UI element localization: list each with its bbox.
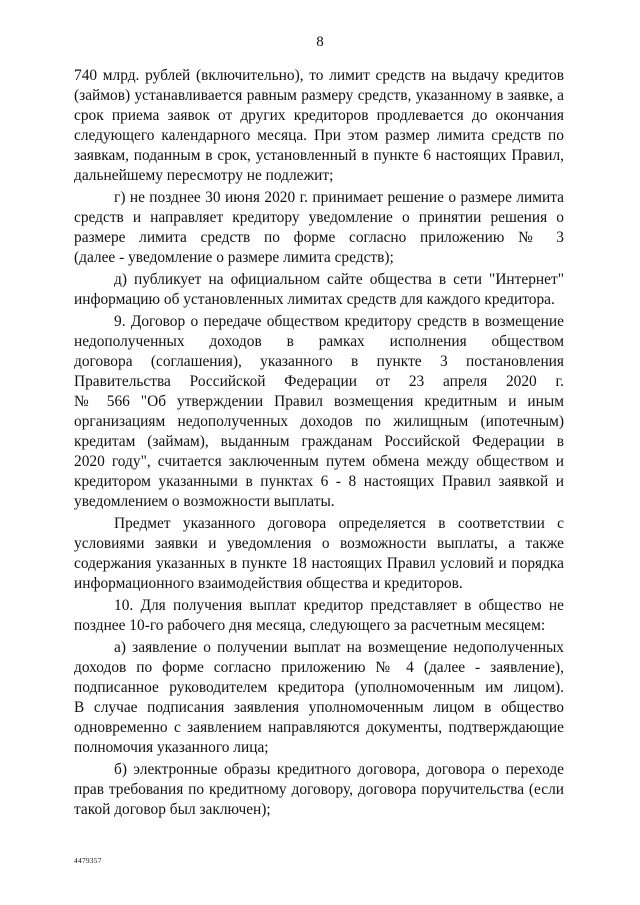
text-line: средств и направляет кредитору уведомление о принятии решения о (74, 209, 564, 227)
text-line: Правительства Российской Федерации от 23 апреля 2020 г. (74, 372, 564, 390)
text-line: а) заявление о получении выплат на возмещение недополученных (114, 638, 564, 656)
text-line: 2020 году", считается заключенным путем обмена между обществом и (74, 453, 564, 471)
text-line: содержания указанных в пункте 18 настоящих Правил условий и порядка (74, 555, 564, 573)
text-line: (займов) устанавливается равным размеру средств, указанному в заявке, а (74, 87, 564, 105)
text-line: 740 млрд. рублей (включительно), то лимит средств на выдачу кредитов (74, 67, 564, 84)
document-body (74, 66, 564, 820)
text-line: размере лимита средств по форме согласно приложению № 3 (74, 229, 564, 247)
text-line: недополученных доходов в рамках исполнения обществом (74, 332, 564, 350)
text-line: одновременно с заявлением направляются документы, подтверждающие (74, 719, 564, 736)
text-line: 9. Договор о передаче обществом кредитору средств в возмещение (114, 312, 564, 330)
text-line: дальнейшему пересмотру не подлежит; (74, 167, 334, 185)
page-number: 8 (316, 34, 324, 50)
text-line: б) электронные образы кредитного договора, договора о переходе (114, 760, 564, 778)
text-line: Предмет указанного договора определяется в соответствии с (114, 515, 564, 533)
text-line: кредитам (займам), выданным гражданам Российской Федерации в (74, 433, 564, 451)
text-line: кредитором указанными в пунктах 6 - 8 настоящих Правил заявкой и (74, 473, 564, 491)
text-line: информационного взаимодействия общества и кредиторов. (74, 575, 463, 593)
text-line: уведомлением о возможности выплаты. (74, 493, 335, 511)
text-line: № 566 "Об утверждении Правил возмещения кредитным и иным (74, 393, 564, 410)
text-line: условиями заявки и уведомления о возможности выплаты, а также (74, 535, 564, 553)
text-line: г) не позднее 30 июня 2020 г. принимает решение о размере лимита (114, 189, 564, 207)
document-code: 4479357 (74, 856, 102, 865)
text-line: д) публикует на официальном сайте общества в сети "Интернет" (114, 270, 564, 288)
text-line: доходов по форме согласно приложению № 4 (далее - заявление), (74, 658, 564, 676)
text-line: прав требования по кредитному договору, договора поручительства (если (74, 780, 564, 798)
text-line: информацию об установленных лимитах средств для каждого кредитора. (74, 291, 555, 309)
text-line: подписанное руководителем кредитора (уполномоченным им лицом). (74, 678, 564, 696)
text-line: полномочия указанного лица; (74, 739, 269, 757)
text-line: следующего календарного месяца. При этом размер лимита средств по (74, 127, 564, 145)
text-line: договора (соглашения), указанного в пункте 3 постановления (74, 352, 564, 370)
text-line: организациям недополученных доходов по жилищным (ипотечным) (74, 413, 564, 431)
text-line: срок приема заявок от других кредиторов продлевается до окончания (74, 107, 564, 125)
text-line: В случае подписания заявления уполномоченным лицом в общество (74, 698, 564, 716)
text-line: 10. Для получения выплат кредитор представляет в общество не (114, 596, 564, 614)
text-line: заявкам, поданным в срок, установленный в пункте 6 настоящих Правил, (74, 147, 564, 165)
text-line: позднее 10-го рабочего дня месяца, следующего за расчетным месяцем: (74, 617, 546, 635)
text-line: (далее - уведомление о размере лимита средств); (74, 249, 394, 267)
text-line: такой договор был заключен); (74, 800, 271, 818)
